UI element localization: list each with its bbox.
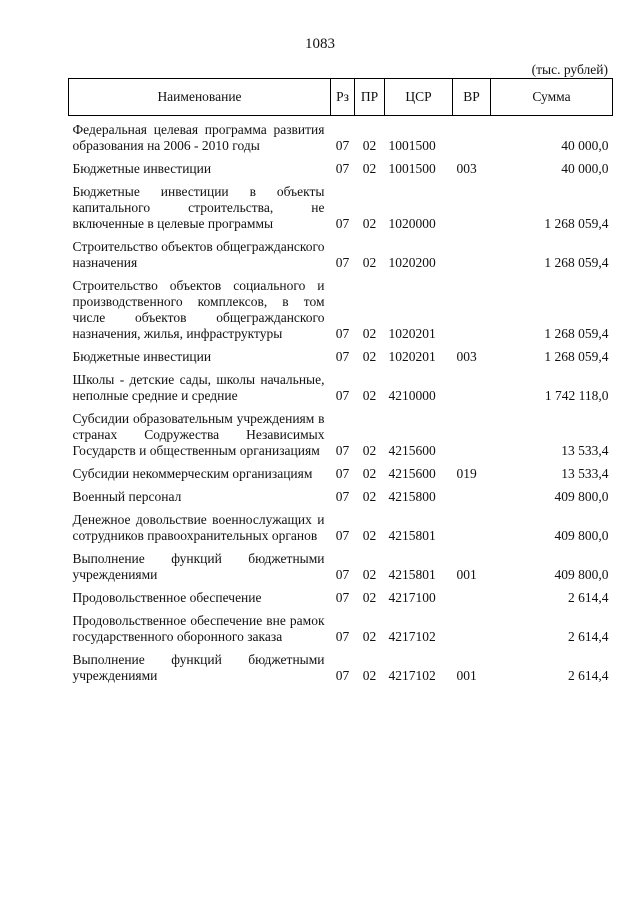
cell-rz: 07 xyxy=(335,349,350,364)
cell-csr: 1001500 xyxy=(388,161,436,176)
cell-name: Денежное довольствие военнослужащих и сотрудников правоохранительных органов xyxy=(72,512,325,543)
cell-vr xyxy=(453,590,491,613)
cell-sum: 1 268 059,4 xyxy=(544,326,609,341)
cell-vr xyxy=(453,239,491,278)
table-row xyxy=(69,551,613,590)
table-row xyxy=(69,466,613,489)
cell-csr: 4217102 xyxy=(388,629,436,644)
cell-csr: 1020201 xyxy=(388,326,436,341)
cell-name: Бюджетные инвестиции xyxy=(72,349,212,364)
cell-name: Военный персонал xyxy=(72,489,182,504)
cell-csr: 4215800 xyxy=(388,489,436,504)
cell-sum: 1 268 059,4 xyxy=(544,255,609,270)
cell-rz: 07 xyxy=(335,629,350,644)
cell-sum: 1 268 059,4 xyxy=(544,216,609,231)
budget-table xyxy=(68,78,613,691)
cell-pr: 02 xyxy=(362,443,377,458)
cell-sum: 409 800,0 xyxy=(554,528,609,543)
cell-rz: 07 xyxy=(335,161,350,176)
units-label: (тыс. рублей) xyxy=(531,62,608,77)
cell-name: Школы - детские сады, школы начальные, неполные средние и средние xyxy=(72,372,325,403)
cell-csr: 4215801 xyxy=(388,528,436,543)
cell-rz: 07 xyxy=(335,388,350,403)
cell-sum: 2 614,4 xyxy=(568,629,609,644)
header-name: Наименование xyxy=(69,79,331,116)
cell-sum: 409 800,0 xyxy=(554,489,609,504)
cell-pr: 02 xyxy=(362,216,377,231)
table-header-row xyxy=(69,79,613,116)
cell-rz: 07 xyxy=(335,466,350,481)
cell-vr xyxy=(453,489,491,512)
cell-vr xyxy=(453,411,491,466)
cell-csr: 4215801 xyxy=(388,567,436,582)
cell-pr: 02 xyxy=(362,138,377,153)
cell-pr: 02 xyxy=(362,349,377,364)
cell-sum: 13 533,4 xyxy=(561,466,609,481)
cell-pr: 02 xyxy=(362,255,377,270)
table-row xyxy=(69,411,613,466)
cell-pr: 02 xyxy=(362,528,377,543)
cell-vr xyxy=(453,278,491,349)
cell-vr xyxy=(453,184,491,239)
cell-rz: 07 xyxy=(335,443,350,458)
cell-rz: 07 xyxy=(335,326,350,341)
cell-rz: 07 xyxy=(335,567,350,582)
cell-pr: 02 xyxy=(362,629,377,644)
cell-sum: 2 614,4 xyxy=(568,590,609,605)
table-row xyxy=(69,349,613,372)
table-body xyxy=(69,116,613,692)
table-row xyxy=(69,116,613,162)
cell-name: Бюджетные инвестиции xyxy=(72,161,212,176)
cell-sum: 13 533,4 xyxy=(561,443,609,458)
header-sum: Сумма xyxy=(491,79,613,116)
cell-name: Бюджетные инвестиции в объекты капитального строительства, не включенные в целевые программы xyxy=(72,184,325,231)
table-row xyxy=(69,184,613,239)
cell-csr: 4210000 xyxy=(388,388,436,403)
cell-rz: 07 xyxy=(335,668,350,683)
cell-rz: 07 xyxy=(335,216,350,231)
cell-rz: 07 xyxy=(335,590,350,605)
header-rz: Рз xyxy=(331,79,355,116)
cell-pr: 02 xyxy=(362,326,377,341)
cell-sum: 40 000,0 xyxy=(561,138,609,153)
cell-rz: 07 xyxy=(335,489,350,504)
cell-csr: 4217100 xyxy=(388,590,436,605)
cell-csr: 1001500 xyxy=(388,138,436,153)
cell-pr: 02 xyxy=(362,466,377,481)
page-number: 1083 xyxy=(305,36,335,52)
table-row xyxy=(69,278,613,349)
cell-name: Субсидии некоммерческим организациям xyxy=(72,466,313,481)
cell-name: Строительство объектов общегражданского назначения xyxy=(72,239,325,270)
cell-rz: 07 xyxy=(335,528,350,543)
cell-name: Выполнение функций бюджетными учреждениями xyxy=(72,551,325,582)
cell-sum: 2 614,4 xyxy=(568,668,609,683)
cell-name: Федеральная целевая программа развития образования на 2006 - 2010 годы xyxy=(72,122,325,153)
cell-csr: 4215600 xyxy=(388,466,436,481)
cell-vr xyxy=(453,372,491,411)
cell-csr: 1020000 xyxy=(388,216,436,231)
cell-csr: 4215600 xyxy=(388,443,436,458)
cell-name: Продовольственное обеспечение xyxy=(72,590,262,605)
header-vr: ВР xyxy=(453,79,491,116)
cell-csr: 1020200 xyxy=(388,255,436,270)
table-row xyxy=(69,239,613,278)
cell-name: Продовольственное обеспечение вне рамок государственного оборонного заказа xyxy=(72,613,325,644)
cell-vr xyxy=(453,613,491,652)
cell-vr xyxy=(453,116,491,162)
table-row xyxy=(69,372,613,411)
cell-pr: 02 xyxy=(362,489,377,504)
cell-pr: 02 xyxy=(362,567,377,582)
table-row xyxy=(69,512,613,551)
cell-sum: 409 800,0 xyxy=(554,567,609,582)
cell-rz: 07 xyxy=(335,255,350,270)
table-row xyxy=(69,489,613,512)
cell-vr: 001 xyxy=(456,668,477,683)
table-row xyxy=(69,590,613,613)
cell-sum: 1 268 059,4 xyxy=(544,349,609,364)
table-row xyxy=(69,652,613,691)
cell-name: Строительство объектов социального и производственного комплексов, в том числе объектов общегражданского назначения, жилья, инфраструктуры xyxy=(72,278,325,341)
cell-vr: 001 xyxy=(456,567,477,582)
cell-vr: 019 xyxy=(456,466,477,481)
cell-csr: 1020201 xyxy=(388,349,436,364)
cell-sum: 40 000,0 xyxy=(561,161,609,176)
cell-csr: 4217102 xyxy=(388,668,436,683)
cell-rz: 07 xyxy=(335,138,350,153)
cell-name: Выполнение функций бюджетными учреждениями xyxy=(72,652,325,683)
header-csr: ЦСР xyxy=(385,79,453,116)
cell-vr: 003 xyxy=(456,349,477,364)
header-pr: ПР xyxy=(355,79,385,116)
cell-vr xyxy=(453,512,491,551)
cell-name: Субсидии образовательным учреждениям в странах Содружества Независимых Государств и общественным организациям xyxy=(72,411,325,458)
table-row xyxy=(69,613,613,652)
cell-pr: 02 xyxy=(362,668,377,683)
table-row xyxy=(69,161,613,184)
cell-pr: 02 xyxy=(362,590,377,605)
cell-pr: 02 xyxy=(362,161,377,176)
cell-vr: 003 xyxy=(456,161,477,176)
cell-sum: 1 742 118,0 xyxy=(544,388,609,403)
cell-pr: 02 xyxy=(362,388,377,403)
